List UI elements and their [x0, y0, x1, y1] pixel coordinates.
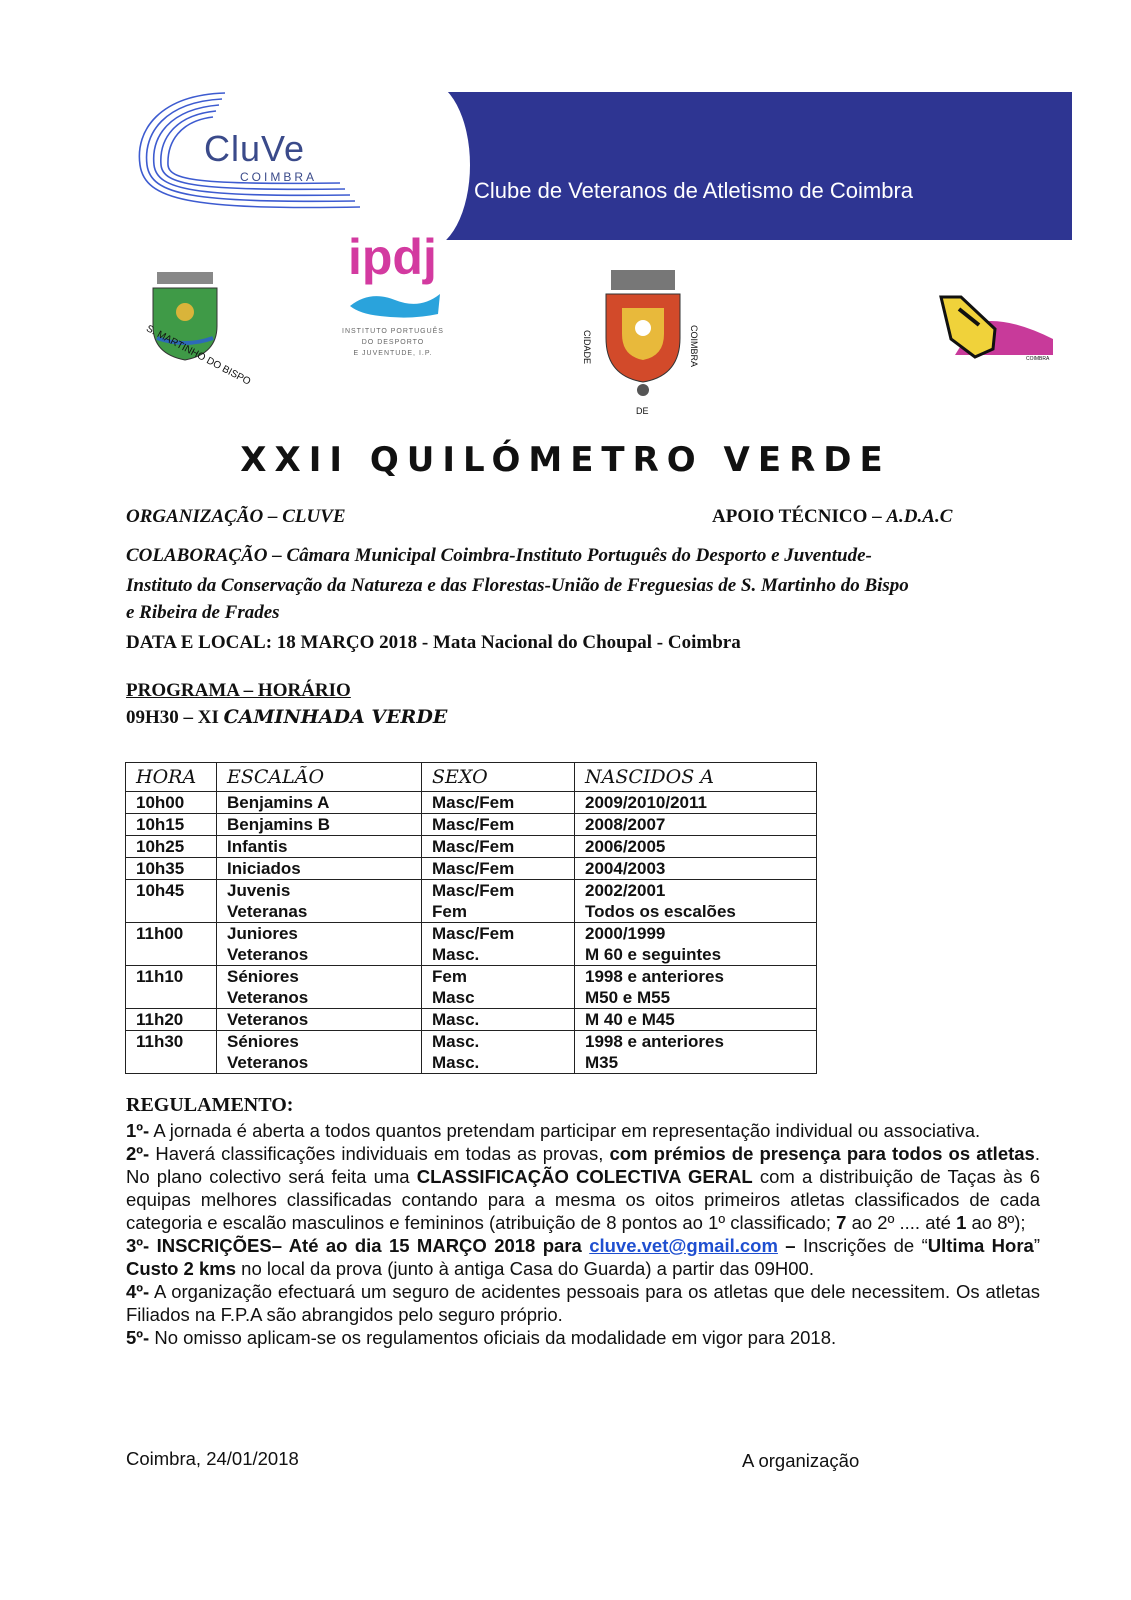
coimbra-seal-right: COIMBRA	[689, 325, 699, 368]
club-name: CluVe	[204, 128, 306, 169]
header-escalao: ESCALÃO	[217, 763, 422, 792]
caminhada-line: 09H30 – XI CAMINHADA VERDE	[126, 706, 448, 728]
sao-martinho-label: S. MARTINHO DO BISPO	[144, 323, 253, 388]
cell-nascidos: 1998 e anteriores M50 e M55	[575, 966, 817, 1009]
table-row	[126, 923, 817, 966]
table-row	[126, 814, 817, 836]
right-logo-label: COIMBRA	[1026, 356, 1050, 362]
header-banner	[395, 92, 1072, 240]
cell-hora: 11h20	[126, 1009, 217, 1031]
cell-escalao: Iniciados	[217, 858, 422, 880]
cell-sexo: Masc/Fem	[422, 792, 575, 814]
cell-nascidos: 2006/2005	[575, 836, 817, 858]
coimbra-seal-bottom: DE	[636, 406, 649, 416]
cell-nascidos: 2002/2001 Todos os escalões	[575, 880, 817, 923]
coimbra-seal-left: CIDADE	[582, 330, 592, 365]
cell-sexo: Masc. Masc.	[422, 1031, 575, 1074]
cell-hora: 11h30	[126, 1031, 217, 1074]
ipdj-logo: ipdj	[348, 229, 437, 285]
cell-hora: 10h00	[126, 792, 217, 814]
table-row	[126, 1009, 817, 1031]
cell-sexo: Masc.	[422, 1009, 575, 1031]
cell-escalao: Infantis	[217, 836, 422, 858]
cell-nascidos: 2004/2003	[575, 858, 817, 880]
table-header-row	[126, 763, 817, 792]
cell-sexo: Masc/Fem	[422, 814, 575, 836]
regulamento-body	[126, 1119, 1040, 1349]
cell-sexo: Masc/Fem Masc.	[422, 923, 575, 966]
cell-escalao: Séniores Veteranos	[217, 966, 422, 1009]
page-title: XXII QUILÓMETRO VERDE	[240, 440, 891, 480]
table-row	[126, 1031, 817, 1074]
colaboracao-line-2: Instituto da Conservação da Natureza e das Florestas-União de Freguesias de S. Martinho do Bispo	[126, 575, 909, 596]
cell-sexo: Masc/Fem Fem	[422, 880, 575, 923]
colaboracao-line-3: e Ribeira de Frades	[126, 602, 280, 623]
rule-3: 3º- INSCRIÇÕES– Até ao dia 15 MARÇO 2018 para cluve.vet@gmail.com – Inscrições de “Ultima Hora” Custo 2 kms no local da prova (junto à antiga Casa do Guarda) a partir das 09H00.	[126, 1235, 1041, 1279]
data-local: DATA E LOCAL: 18 MARÇO 2018 - Mata Nacional do Choupal - Coimbra	[126, 632, 741, 653]
table-row	[126, 966, 817, 1009]
colaboracao-line-1: COLABORAÇÃO – Câmara Municipal Coimbra-Instituto Português do Desporto e Juventude-	[126, 545, 872, 566]
cell-nascidos: 2009/2010/2011	[575, 792, 817, 814]
cell-hora: 10h15	[126, 814, 217, 836]
cell-hora: 11h10	[126, 966, 217, 1009]
cell-hora: 10h45	[126, 880, 217, 923]
rule-2: 2º- Haverá classificações individuais em todas as provas, com prémios de presença para todos os atletas. No plano colectivo será feita uma CLASSIFICAÇÃO COLECTIVA GERAL com a distribuição de Taças às 6 equipas melhores classificadas contando para a mesma os oitos primeiros atletas classificados de cada categoria e escalão masculinos e femininos (atribuição de 8 pontos ao 1º classificado; 7 ao 2º .... até 1 ao 8º);	[126, 1143, 1040, 1233]
rule-1: 1º- A jornada é aberta a todos quantos pretendam participar em representação individual ou associativa.	[126, 1120, 981, 1141]
cell-escalao: Juniores Veteranos	[217, 923, 422, 966]
header-sexo: SEXO	[422, 763, 575, 792]
programa-heading: PROGRAMA – HORÁRIO	[126, 680, 351, 701]
cell-nascidos: M 40 e M45	[575, 1009, 817, 1031]
club-city: COIMBRA	[240, 170, 318, 184]
signature: A organização	[742, 1450, 860, 1471]
table-row	[126, 836, 817, 858]
cell-hora: 10h35	[126, 858, 217, 880]
cell-escalao: Séniores Veteranos	[217, 1031, 422, 1074]
cell-sexo: Masc/Fem	[422, 858, 575, 880]
cell-sexo: Masc/Fem	[422, 836, 575, 858]
banner-title: Clube de Veteranos de Atletismo de Coimbra	[474, 178, 914, 203]
rule-5: 5º- No omisso aplicam-se os regulamentos oficiais da modalidade em vigor para 2018.	[126, 1327, 837, 1348]
schedule-table	[125, 762, 817, 1074]
cell-sexo: Fem Masc	[422, 966, 575, 1009]
email-link[interactable]: cluve.vet@gmail.com	[589, 1235, 778, 1256]
header-nascidos: NASCIDOS A	[575, 763, 817, 792]
rule-4: 4º- A organização efectuará um seguro de acidentes pessoais para os atletas que dele necessitem. Os atletas Filiados na F.P.A são abrangidos pelo seguro próprio.	[126, 1281, 1040, 1325]
cell-escalao: Benjamins A	[217, 792, 422, 814]
header-hora: HORA	[126, 763, 217, 792]
apoio-tecnico: APOIO TÉCNICO – A.D.A.C	[712, 506, 953, 527]
table-row	[126, 792, 817, 814]
cell-nascidos: 2000/1999 M 60 e seguintes	[575, 923, 817, 966]
table-row	[126, 880, 817, 923]
cell-nascidos: 2008/2007	[575, 814, 817, 836]
place-date: Coimbra, 24/01/2018	[126, 1448, 299, 1469]
cell-nascidos: 1998 e anteriores M35	[575, 1031, 817, 1074]
ipdj-subtitle: INSTITUTO PORTUGUÊS DO DESPORTO E JUVENTUDE, I.P.	[342, 328, 444, 357]
ipdj-figures-icon	[350, 286, 440, 320]
cell-escalao: Juvenis Veteranas	[217, 880, 422, 923]
cell-escalao: Benjamins B	[217, 814, 422, 836]
organizacao: ORGANIZAÇÃO – CLUVE	[126, 506, 346, 527]
running-shoe-icon	[935, 295, 1055, 365]
table-row	[126, 858, 817, 880]
cell-escalao: Veteranos	[217, 1009, 422, 1031]
regulamento-heading: REGULAMENTO:	[126, 1094, 294, 1116]
cell-hora: 11h00	[126, 923, 217, 966]
cell-hora: 10h25	[126, 836, 217, 858]
